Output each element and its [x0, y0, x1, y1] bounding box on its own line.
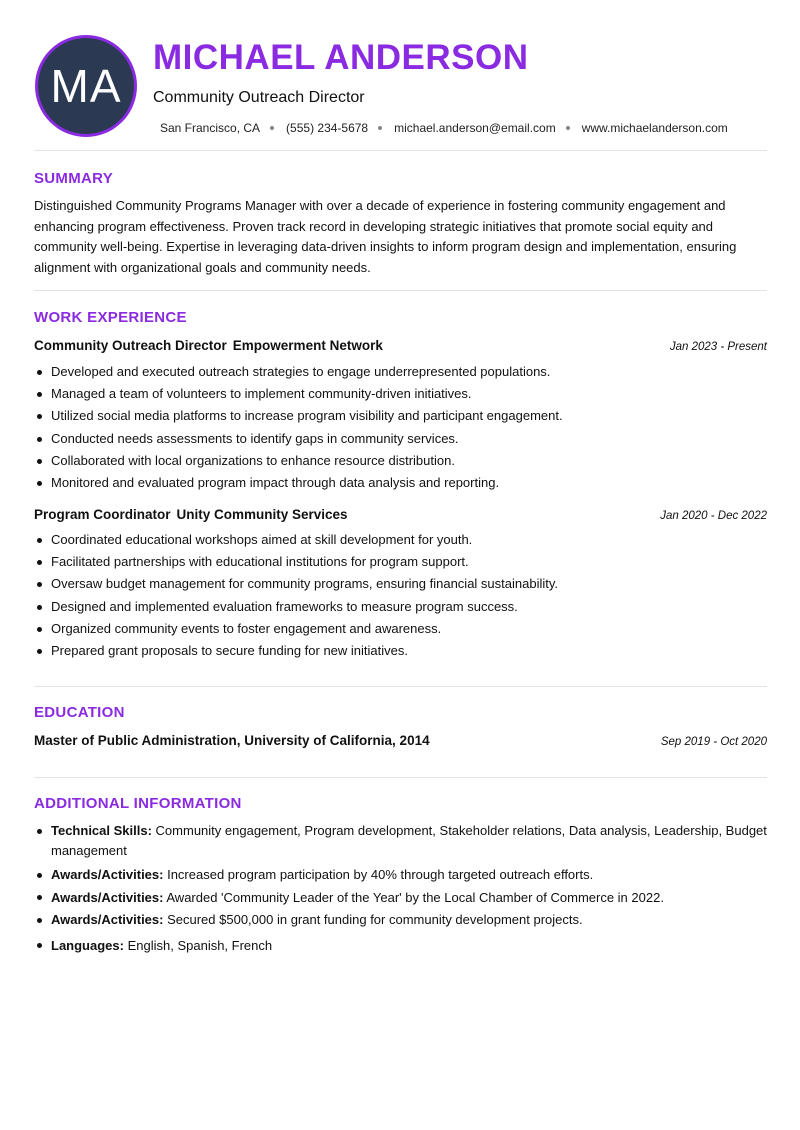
summary-text: Distinguished Community Programs Manager with over a decade of experience in fostering community engagement and enhancing program effectiveness. Proven track record in developing strategic initiatives that promote social equity and community well-being. Expertise in leveraging data-driven insights to inform program design and implementation, ensuring alignment with organizational goals and community needs.: [34, 198, 737, 275]
additional-list: [34, 821, 767, 955]
list-item: [34, 936, 767, 956]
avatar: [35, 35, 137, 137]
list-item: Coordinated educational workshops aimed at skill development for youth.: [34, 529, 767, 551]
item-label: Awards/Activities:: [51, 867, 164, 882]
summary-heading: SUMMARY: [34, 170, 114, 187]
job-bullets: [34, 361, 767, 494]
item-text: Awarded 'Community Leader of the Year' by the Local Chamber of Commerce in 2022.: [166, 889, 664, 905]
item-label: Awards/Activities:: [51, 889, 164, 905]
list-item: Developed and executed outreach strategies to engage underrepresented populations.: [34, 361, 767, 383]
list-item: Monitored and evaluated program impact through data analysis and reporting.: [34, 472, 767, 494]
list-item: Utilized social media platforms to increase program visibility and participant engagement.: [34, 405, 767, 427]
item-text: Community engagement, Program development, Stakeholder relations, Data analysis, Leadership, Budget management: [51, 823, 767, 858]
education-heading: EDUCATION: [34, 704, 125, 721]
section-divider: [34, 290, 767, 291]
list-item: Organized community events to foster engagement and awareness.: [34, 618, 767, 640]
list-item: [34, 821, 767, 860]
list-item: Designed and implemented evaluation frameworks to measure program success.: [34, 596, 767, 618]
job-date: Jan 2023 - Present: [669, 341, 767, 353]
job-header: [34, 338, 767, 353]
job-title: [34, 507, 348, 522]
item-label: Technical Skills:: [51, 823, 152, 838]
list-item: [34, 910, 767, 930]
job-role: Program Coordinator: [34, 507, 171, 522]
item-text: Secured $500,000 in grant funding for community development projects.: [167, 912, 583, 927]
contact-email[interactable]: michael.anderson@email.com: [394, 121, 556, 135]
job-bullets: [34, 529, 767, 662]
section-divider: [34, 777, 767, 778]
job-role: Community Outreach Director: [34, 338, 227, 353]
item-text: English, Spanish, French: [127, 937, 273, 953]
contact-row: [160, 121, 728, 135]
item-label: Languages:: [51, 937, 124, 953]
education-date: Sep 2019 - Oct 2020: [660, 736, 767, 748]
candidate-name: MICHAEL ANDERSON: [153, 38, 529, 77]
separator-dot: [378, 126, 382, 130]
experience-heading: WORK EXPERIENCE: [34, 309, 187, 326]
list-item: Managed a team of volunteers to implement community-driven initiatives.: [34, 383, 767, 405]
list-item: [34, 865, 767, 885]
list-item: Prepared grant proposals to secure funding for new initiatives.: [34, 640, 767, 662]
candidate-title: Community Outreach Director: [153, 89, 365, 106]
job-date: Jan 2020 - Dec 2022: [660, 510, 767, 522]
job-organization: Unity Community Services: [176, 507, 348, 522]
item-text: Increased program participation by 40% through targeted outreach efforts.: [167, 867, 594, 882]
list-item: Collaborated with local organizations to enhance resource distribution.: [34, 450, 767, 472]
separator-dot: [566, 126, 570, 130]
job-title: [34, 338, 383, 353]
contact-phone: (555) 234-5678: [286, 121, 369, 135]
list-item: Facilitated partnerships with educational institutions for program support.: [34, 551, 767, 573]
education-entry: [34, 733, 767, 748]
list-item: [34, 888, 767, 908]
list-item: Conducted needs assessments to identify gaps in community services.: [34, 428, 767, 450]
additional-heading: ADDITIONAL INFORMATION: [34, 795, 242, 812]
section-divider: [34, 686, 767, 687]
education-degree: Master of Public Administration, University of California, 2014: [34, 733, 430, 748]
contact-location: San Francisco, CA: [160, 121, 261, 135]
contact-website[interactable]: www.michaelanderson.com: [581, 121, 728, 135]
separator-dot: [270, 126, 274, 130]
list-item: Oversaw budget management for community programs, ensuring financial sustainability.: [34, 573, 767, 595]
job-organization: Empowerment Network: [232, 338, 383, 353]
section-divider: [34, 150, 767, 151]
item-label: Awards/Activities:: [51, 912, 164, 927]
job-header: [34, 507, 767, 522]
avatar-initials: MA: [50, 60, 122, 112]
